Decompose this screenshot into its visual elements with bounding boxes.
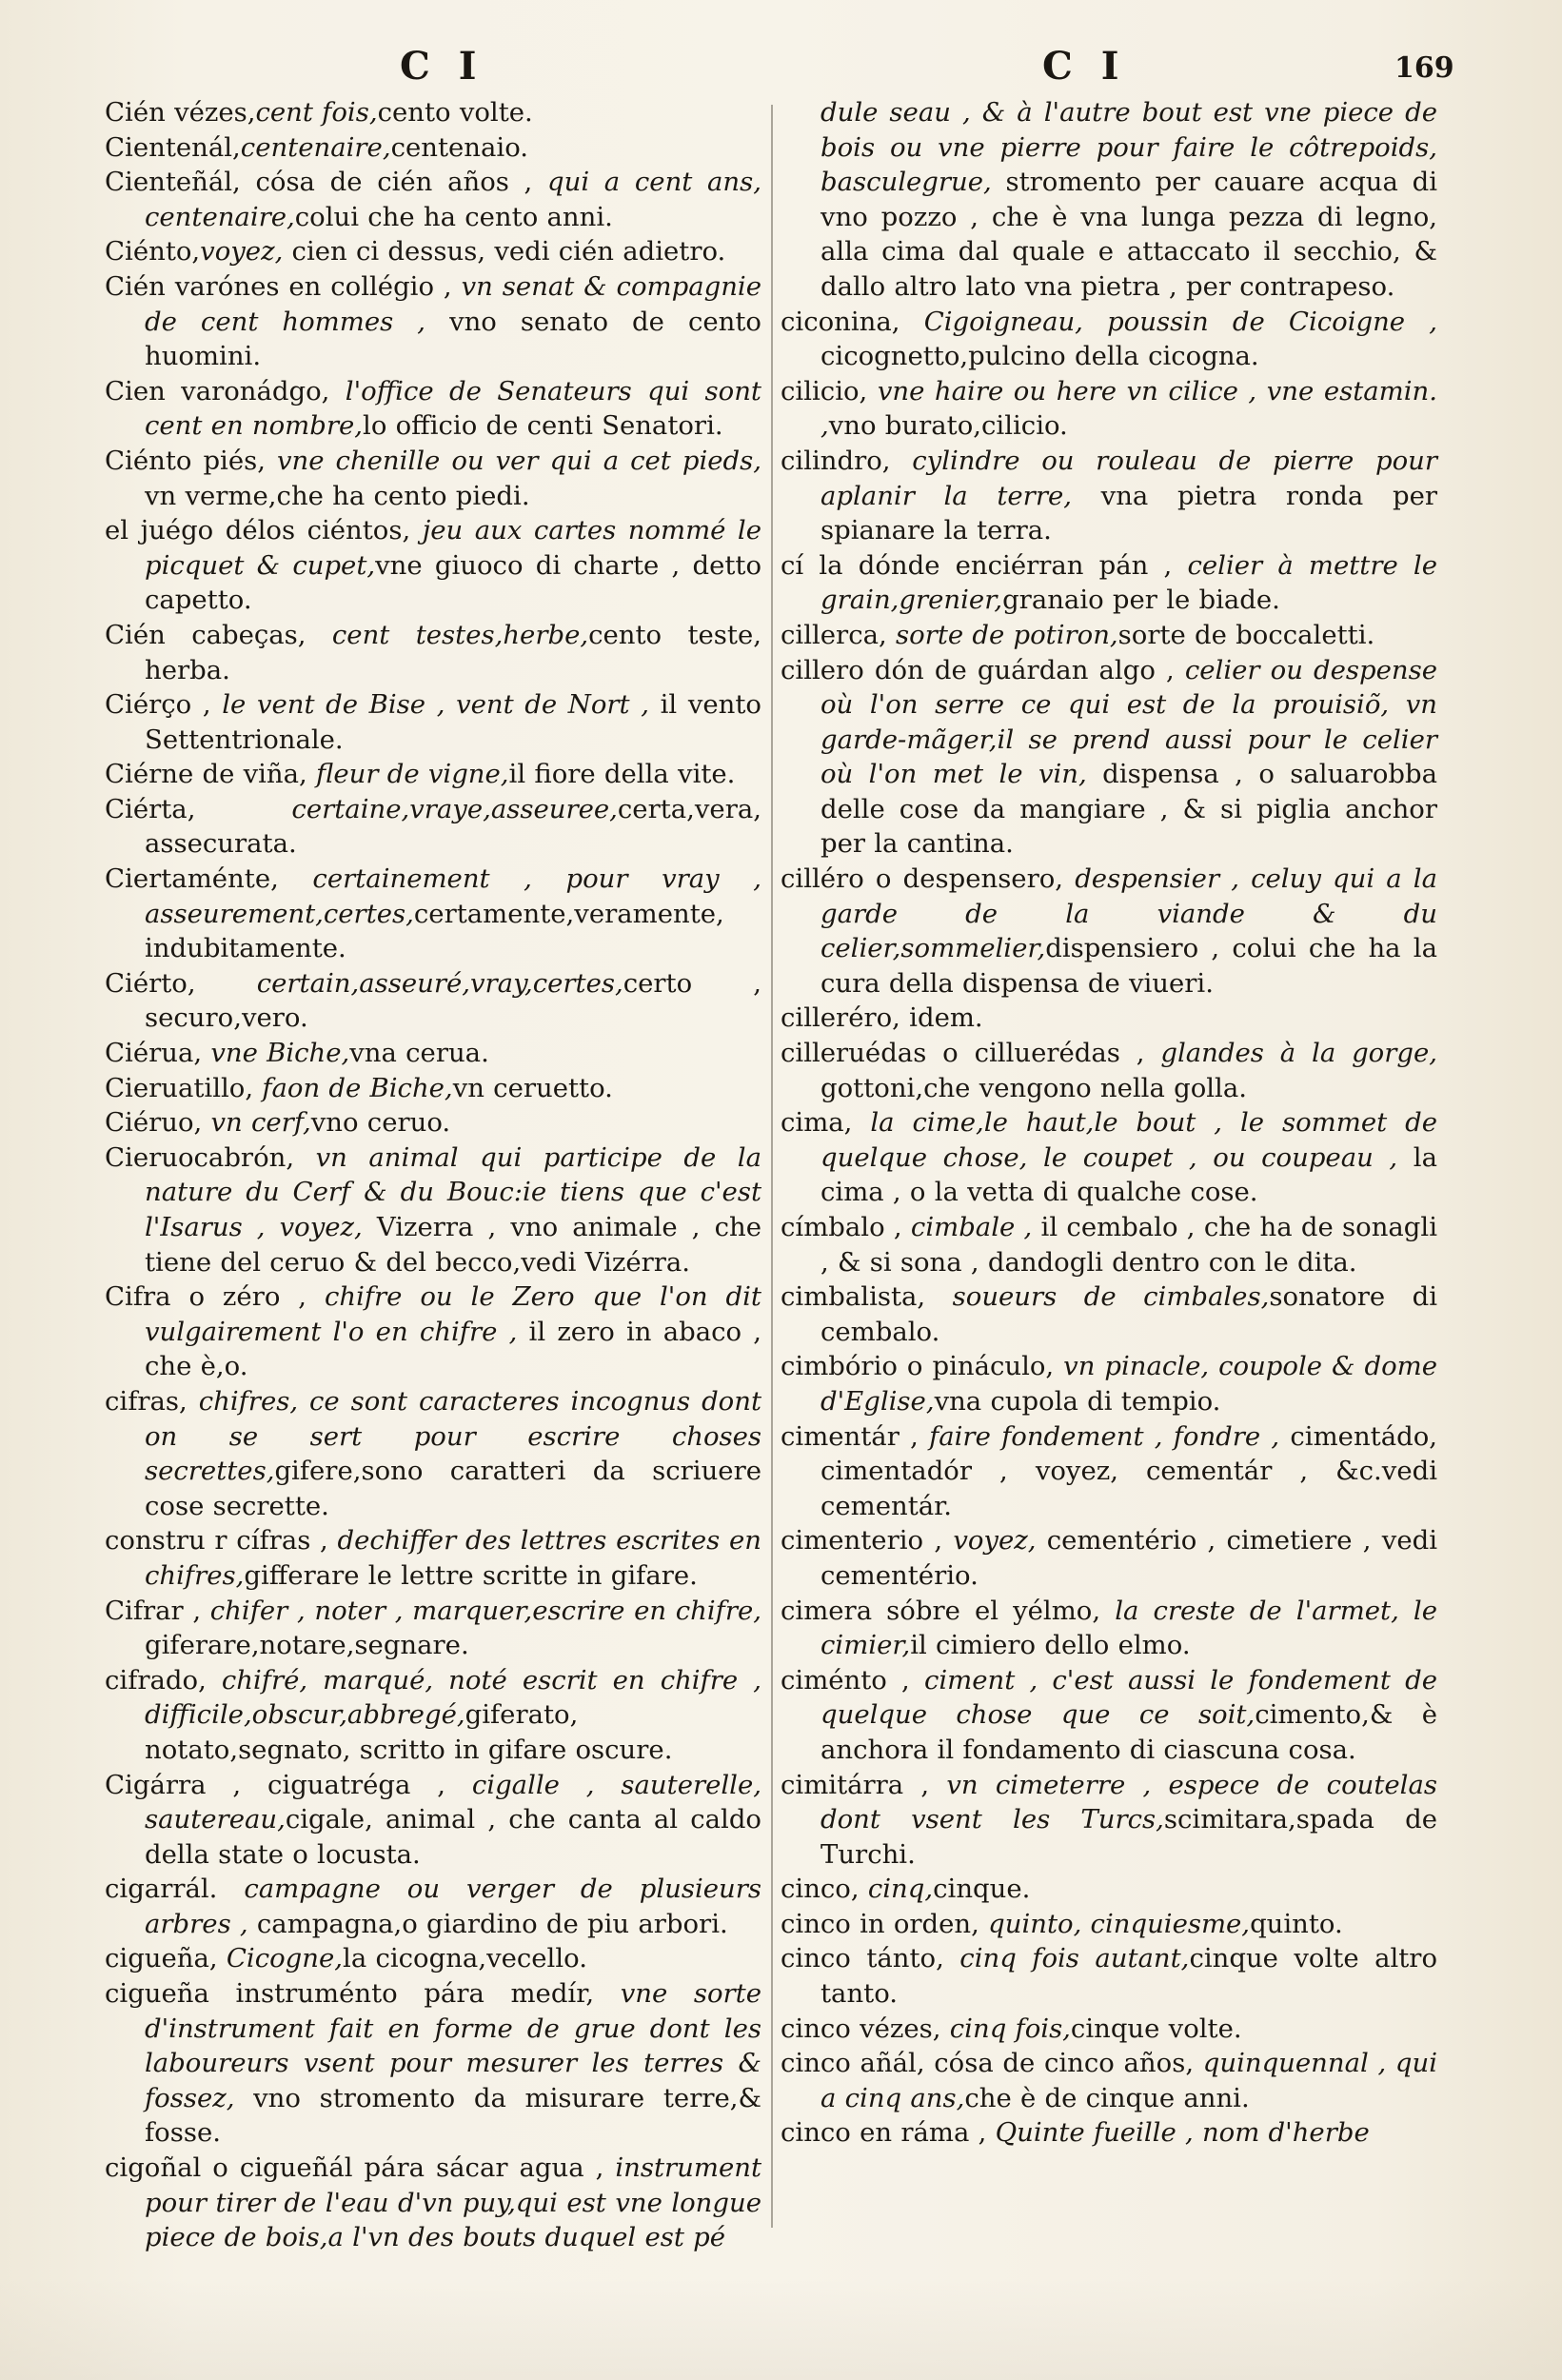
spanish-headword: cimbório o pináculo, xyxy=(781,1351,1064,1382)
dictionary-entry xyxy=(781,1941,1437,2011)
french-gloss: ciment , c'est aussi le fondement de quelque chose que ce soit, xyxy=(821,1664,1437,1731)
french-gloss: vne chenille ou ver qui a cet pieds, xyxy=(277,445,761,476)
italian-gloss: colui che ha cento anni. xyxy=(294,201,613,232)
italian-gloss: dispensiero , colui che ha la cura della dispensa de viueri. xyxy=(821,933,1437,999)
dictionary-entry xyxy=(105,1663,761,1768)
italian-gloss: granaio per le biade. xyxy=(1002,585,1280,616)
spanish-headword: cillerca, xyxy=(781,619,896,650)
dictionary-entry xyxy=(105,1941,761,1976)
dictionary-entry xyxy=(105,1140,761,1279)
french-gloss: centenaire, xyxy=(240,131,391,163)
spanish-headword: cilicio, xyxy=(781,375,878,407)
spanish-headword: cí la dónde enciérran pán , xyxy=(781,549,1188,581)
spanish-headword: cifrado, xyxy=(105,1664,222,1696)
left-column xyxy=(105,95,761,2255)
italian-gloss: cento volte. xyxy=(377,97,533,128)
french-gloss: vn pinacle, coupole & dome d'Eglise, xyxy=(821,1351,1437,1417)
dictionary-entry xyxy=(105,269,761,374)
french-gloss: le vent de Bise , vent de Nort , xyxy=(222,689,661,721)
dictionary-entry xyxy=(781,618,1437,653)
italian-gloss: sonatore di cembalo. xyxy=(821,1281,1438,1347)
italian-gloss: vn ceruetto. xyxy=(452,1072,613,1103)
dictionary-entry xyxy=(781,1594,1437,1663)
spanish-headword: el juégo délos ciéntos, xyxy=(105,515,423,546)
italian-gloss: vno ceruo. xyxy=(310,1107,451,1139)
dictionary-entry xyxy=(105,862,761,966)
spanish-headword: ciconina, xyxy=(781,306,924,337)
spanish-headword: Ciénto piés, xyxy=(105,445,277,476)
spanish-headword: cimentár , xyxy=(781,1420,930,1452)
dictionary-entry xyxy=(781,1872,1437,1907)
running-header xyxy=(0,32,1562,89)
french-gloss: chifer , noter , marquer,escrire en chifre, xyxy=(209,1595,761,1626)
column-divider xyxy=(771,105,773,2228)
italian-gloss: cigale, animal , che canta al caldo della state o locusta. xyxy=(145,1804,761,1870)
italian-gloss: cento teste, herba. xyxy=(145,619,761,685)
french-gloss: soueurs de cimbales, xyxy=(952,1281,1270,1313)
dictionary-entry xyxy=(781,305,1437,374)
spanish-headword: cima, xyxy=(781,1107,871,1139)
dictionary-entry xyxy=(105,1976,761,2151)
dictionary-entry xyxy=(105,165,761,234)
dictionary-entry xyxy=(781,444,1437,548)
dictionary-entry xyxy=(781,862,1437,1001)
spanish-headword: cigarrál. xyxy=(105,1874,245,1905)
italian-gloss: quinto. xyxy=(1250,1908,1343,1939)
dictionary-entry xyxy=(105,757,761,792)
french-gloss: chifre ou le Zero que l'on dit vulgairement l'o en chifre , xyxy=(145,1281,761,1347)
spanish-headword: cinco tánto, xyxy=(781,1943,960,1974)
french-gloss: cinq, xyxy=(867,1874,934,1905)
spanish-headword: Cien varonádgo, xyxy=(105,375,346,407)
dictionary-entry xyxy=(105,1523,761,1593)
french-gloss: Quinte fueille , nom d'herbe xyxy=(995,2117,1370,2149)
italian-gloss: idem. xyxy=(909,1002,983,1034)
italian-gloss: dispensa , o saluarobba delle cose da mangiare , & si piglia anchor per la cantina. xyxy=(821,759,1437,860)
spanish-headword: Cifrar , xyxy=(105,1595,210,1626)
french-gloss: vne haire ou here vn cilice , vne estamin. , xyxy=(821,375,1437,442)
dictionary-entry xyxy=(105,374,761,444)
italian-gloss: il fiore della vite. xyxy=(508,759,736,790)
italian-gloss: vne giuoco di charte , detto capetto. xyxy=(145,549,762,616)
italian-gloss: certamente,veramente, indubitamente. xyxy=(145,898,724,964)
spanish-headword: cinco añál, cósa de cinco años, xyxy=(781,2048,1203,2079)
italian-gloss: il cimiero dello elmo. xyxy=(910,1630,1191,1661)
page-bottom-margin xyxy=(0,2280,1562,2380)
italian-gloss: cinque volte. xyxy=(1070,2013,1242,2044)
dictionary-entry xyxy=(781,1768,1437,1873)
french-gloss: vn cerf, xyxy=(210,1107,311,1139)
dictionary-entry xyxy=(105,1279,761,1384)
right-column-heading: C I xyxy=(1042,44,1127,89)
dictionary-entry xyxy=(105,1071,761,1106)
spanish-headword: cimitárra , xyxy=(781,1769,947,1800)
french-gloss: vne Biche, xyxy=(210,1038,350,1069)
french-gloss: vn animal qui participe de la nature du Cerf & du Bouc:ie tiens que c'est l'Isarus , voyez, xyxy=(145,1141,761,1242)
italian-gloss: il cembalo , che ha de sonagli , & si sona , dandogli dentro con le dita. xyxy=(821,1212,1437,1278)
spanish-headword: Cieruatillo, xyxy=(105,1072,263,1103)
french-gloss: certaine,vraye,asseuree, xyxy=(291,793,618,824)
french-gloss: l'office de Senateurs qui sont cent en nombre, xyxy=(145,375,761,442)
dictionary-entry xyxy=(781,1001,1437,1036)
italian-gloss: vna cerua. xyxy=(349,1038,489,1069)
dictionary-entry xyxy=(781,1105,1437,1210)
left-column-heading: C I xyxy=(400,44,484,89)
french-gloss: cent fois, xyxy=(255,97,378,128)
dictionary-entry xyxy=(105,1768,761,1873)
dictionary-entry xyxy=(781,653,1437,863)
italian-gloss: vno senato de cento huomini. xyxy=(145,306,761,372)
spanish-headword: Ciérto, xyxy=(105,967,257,999)
spanish-headword: Ciérne de viña, xyxy=(105,759,317,790)
italian-gloss: cien ci dessus, vedi cién adietro. xyxy=(283,236,726,268)
italian-gloss: campagna,o giardino de piu arbori. xyxy=(256,1908,728,1939)
french-gloss: celier ou despense où l'on serre ce qui est de la prouisiõ, vn garde-mãger,il se prend aussi pour le celier où l'on met le vin, xyxy=(821,654,1438,790)
italian-gloss: gottoni,che vengono nella golla. xyxy=(821,1072,1247,1103)
french-gloss: cigalle , sauterelle, sautereau, xyxy=(145,1769,761,1835)
french-gloss: celier à mettre le grain,grenier, xyxy=(821,549,1437,616)
spanish-headword: Cienteñál, cósa de cién años , xyxy=(105,167,547,198)
french-gloss: vn cimeterre , espece de coutelas dont vsent les Turcs, xyxy=(821,1769,1437,1835)
dictionary-entry xyxy=(781,1279,1437,1349)
french-gloss: glandes à la gorge, xyxy=(1160,1038,1438,1069)
spanish-headword: Ciérço , xyxy=(105,689,223,721)
spanish-headword: cimenterio , xyxy=(781,1525,954,1557)
italian-gloss: vna pietra ronda per spianare la terra. xyxy=(821,480,1437,546)
french-gloss: cinq fois, xyxy=(949,2013,1071,2044)
italian-gloss: che è de cinque anni. xyxy=(964,2082,1250,2113)
italian-gloss: vna cupola di tempio. xyxy=(934,1385,1221,1417)
spanish-headword: cimbalista, xyxy=(781,1281,953,1313)
dictionary-entry xyxy=(781,1663,1437,1768)
spanish-headword: Cigárra , ciguatréga , xyxy=(105,1769,472,1800)
french-gloss: la creste de l'armet, le cimier, xyxy=(821,1595,1437,1661)
dictionary-entry xyxy=(781,2012,1437,2047)
french-gloss: dule seau , & à l'autre bout est vne piece de bois ou vne pierre pour faire le côtrepoids, basculegrue, xyxy=(821,97,1437,198)
dictionary-entry xyxy=(105,1036,761,1071)
french-gloss: cent testes,herbe, xyxy=(331,619,589,650)
spanish-headword: Ciénto, xyxy=(105,236,201,268)
dictionary-entry xyxy=(781,374,1437,444)
spanish-headword: cillero dón de guárdan algo , xyxy=(781,654,1185,685)
spanish-headword: cilléro o despensero, xyxy=(781,863,1076,895)
italian-gloss: cimentádo, cimentadór , voyez, cementár , &c.vedi cementár. xyxy=(821,1420,1438,1521)
italian-gloss: giferare,notare,segnare. xyxy=(145,1630,469,1661)
french-gloss: cinq fois autant, xyxy=(959,1943,1190,1974)
french-gloss: faon de Biche, xyxy=(262,1072,453,1103)
spanish-headword: Ciéruo, xyxy=(105,1107,211,1139)
dictionary-entry xyxy=(781,1523,1437,1593)
french-gloss: campagne ou verger de plusieurs arbres , xyxy=(145,1874,761,1939)
french-gloss: cylindre ou rouleau de pierre pour aplanir la terre, xyxy=(821,445,1437,511)
spanish-headword: cinco en ráma , xyxy=(781,2117,996,2149)
french-gloss: fleur de vigne, xyxy=(316,759,509,790)
spanish-headword: cifras, xyxy=(105,1385,199,1417)
italian-gloss: giferato, notato,segnato, scritto in gifare oscure. xyxy=(145,1699,673,1765)
dictionary-entry xyxy=(781,95,1437,305)
dictionary-entry xyxy=(105,618,761,687)
italian-gloss: gifferare le lettre scritte in gifare. xyxy=(244,1559,698,1591)
italian-gloss: il vento Settentrionale. xyxy=(145,689,761,755)
italian-gloss: il zero in abaco , che è,o. xyxy=(145,1316,761,1382)
french-gloss: despensier , celuy qui a la garde de la viande & du celier,sommelier, xyxy=(821,863,1437,964)
spanish-headword: cigueña instruménto pára medír, xyxy=(105,1978,621,2010)
italian-gloss: vno burato,cilicio. xyxy=(828,410,1068,442)
french-gloss: vn senat & compagnie de cent hommes , xyxy=(145,270,761,337)
dictionary-entry xyxy=(105,513,761,618)
italian-gloss: centenaio. xyxy=(390,131,529,163)
french-gloss: chifres, ce sont caracteres incognus dont on se sert pour escrire choses secrettes, xyxy=(145,1385,761,1487)
french-gloss: faire fondement , fondre , xyxy=(929,1420,1291,1452)
dictionary-entry xyxy=(105,1872,761,1941)
spanish-headword: cilleréro, xyxy=(781,1002,910,1034)
french-gloss: sorte de potiron, xyxy=(896,619,1118,650)
spanish-headword: cilleruédas o cilluerédas , xyxy=(781,1038,1161,1069)
spanish-headword: cilindro, xyxy=(781,445,913,476)
dictionary-entry xyxy=(105,2151,761,2255)
dictionary-entry xyxy=(105,687,761,757)
french-gloss: vne sorte d'instrument fait en forme de grue dont les laboureurs vsent pour mesurer les terres & fossez, xyxy=(145,1978,761,2113)
spanish-headword: Ciertaménte, xyxy=(105,863,313,895)
french-gloss: dechiffer des lettres escrites en chifres, xyxy=(145,1525,761,1591)
dictionary-entry xyxy=(105,444,761,513)
french-gloss: la cime,le haut,le bout , le sommet de quelque chose, le coupet , ou coupeau , xyxy=(821,1107,1437,1173)
dictionary-entry xyxy=(105,1594,761,1663)
french-gloss: voyez, xyxy=(200,236,284,268)
spanish-headword: cinco in orden, xyxy=(781,1908,989,1939)
spanish-headword: Cién varónes en collégio , xyxy=(105,270,462,302)
dictionary-entry xyxy=(781,1349,1437,1418)
page-number: 169 xyxy=(1394,51,1454,85)
french-gloss: qui a cent ans, centenaire, xyxy=(145,167,761,232)
dictionary-entry xyxy=(781,1419,1437,1524)
spanish-headword: ciménto , xyxy=(781,1664,924,1696)
french-gloss: Cicogne, xyxy=(226,1943,344,1974)
italian-gloss: certo , securo,vero. xyxy=(145,967,761,1034)
french-gloss: quinto, cinquiesme, xyxy=(988,1908,1251,1939)
dictionary-entry xyxy=(781,1907,1437,1942)
italian-gloss: la cicogna,vecello. xyxy=(343,1943,587,1974)
italian-gloss: cimento,& è anchora il fondamento di ciascuna cosa. xyxy=(821,1699,1437,1765)
dictionary-entry xyxy=(105,1384,761,1523)
italian-gloss: lo officio de centi Senatori. xyxy=(363,410,723,442)
spanish-headword: Cieruocabrón, xyxy=(105,1141,316,1173)
dictionary-entry xyxy=(105,234,761,269)
spanish-headword: Ciérua, xyxy=(105,1038,211,1069)
spanish-headword: Cientenál, xyxy=(105,131,241,163)
italian-gloss: cinque volte altro tanto. xyxy=(821,1943,1438,2010)
french-gloss: Cigoigneau, poussin de Cicoigne , xyxy=(923,306,1437,337)
french-gloss: instrument pour tirer de l'eau d'vn puy,qui est vne longue piece de bois,a l'vn des bouts duquel est pé xyxy=(145,2152,761,2253)
french-gloss: certain,asseuré,vray,certes, xyxy=(256,967,623,999)
italian-gloss: cinque. xyxy=(933,1874,1031,1905)
italian-gloss: Vizerra , vno animale , che tiene del ceruo & del becco,vedi Vizérra. xyxy=(145,1212,761,1278)
french-gloss: chifré, marqué, noté escrit en chifre , difficile,obscur,abbregé, xyxy=(145,1664,761,1731)
dictionary-entry xyxy=(105,130,761,166)
italian-gloss: la cima , o la vetta di qualche cose. xyxy=(821,1141,1437,1208)
spanish-headword: cinco, xyxy=(781,1874,868,1905)
spanish-headword: cinco vézes, xyxy=(781,2013,950,2044)
spanish-headword: cigueña, xyxy=(105,1943,227,1974)
italian-gloss: gifere,sono caratteri da scriuere cose secrette. xyxy=(145,1456,761,1521)
dictionary-entry xyxy=(105,792,761,862)
french-gloss: quinquennal , qui a cinq ans, xyxy=(821,2048,1437,2113)
italian-gloss: certa,vera, assecurata. xyxy=(145,793,761,860)
dictionary-entry xyxy=(781,548,1437,618)
spanish-headword: Cifra o zéro , xyxy=(105,1281,325,1313)
italian-gloss: vn verme,che ha cento piedi. xyxy=(145,480,530,511)
spanish-headword: Cién vézes, xyxy=(105,97,256,128)
dictionary-entry xyxy=(781,2115,1437,2151)
spanish-headword: cigoñal o cigueñál pára sácar agua , xyxy=(105,2152,616,2184)
italian-gloss: cicognetto,pulcino della cicogna. xyxy=(821,341,1259,372)
dictionary-entry xyxy=(105,966,761,1036)
italian-gloss: stromento per cauare acqua di vno pozzo , che è vna lunga pezza di legno, alla cima dal quale e attaccato il secchio, & dallo altro lato vna pietra , per contrapeso. xyxy=(821,167,1437,302)
french-gloss: cimbale , xyxy=(910,1212,1033,1242)
french-gloss: certainement , pour vray , asseurement,certes, xyxy=(145,863,762,929)
spanish-headword: Cién cabeças, xyxy=(105,619,332,650)
spanish-headword: constru r cífras , xyxy=(105,1525,338,1557)
dictionary-entry xyxy=(105,95,761,130)
spanish-headword: cimera sóbre el yélmo, xyxy=(781,1595,1116,1626)
french-gloss: jeu aux cartes nommé le picquet & cupet, xyxy=(145,515,761,581)
right-column xyxy=(781,95,1437,2151)
italian-gloss: scimitara,spada de Turchi. xyxy=(821,1804,1438,1870)
french-gloss: voyez, xyxy=(953,1525,1047,1557)
dictionary-entry xyxy=(781,1036,1437,1105)
dictionary-entry xyxy=(781,1210,1437,1279)
spanish-headword: címbalo , xyxy=(781,1212,911,1242)
italian-gloss: vno stromento da misurare terre,& fosse. xyxy=(145,2082,761,2149)
dictionary-entry xyxy=(105,1105,761,1140)
spanish-headword: Ciérta, xyxy=(105,793,292,824)
italian-gloss: cementério , cimetiere , vedi cementério. xyxy=(821,1525,1437,1591)
dictionary-entry xyxy=(781,2046,1437,2115)
italian-gloss: sorte de boccaletti. xyxy=(1117,619,1375,650)
